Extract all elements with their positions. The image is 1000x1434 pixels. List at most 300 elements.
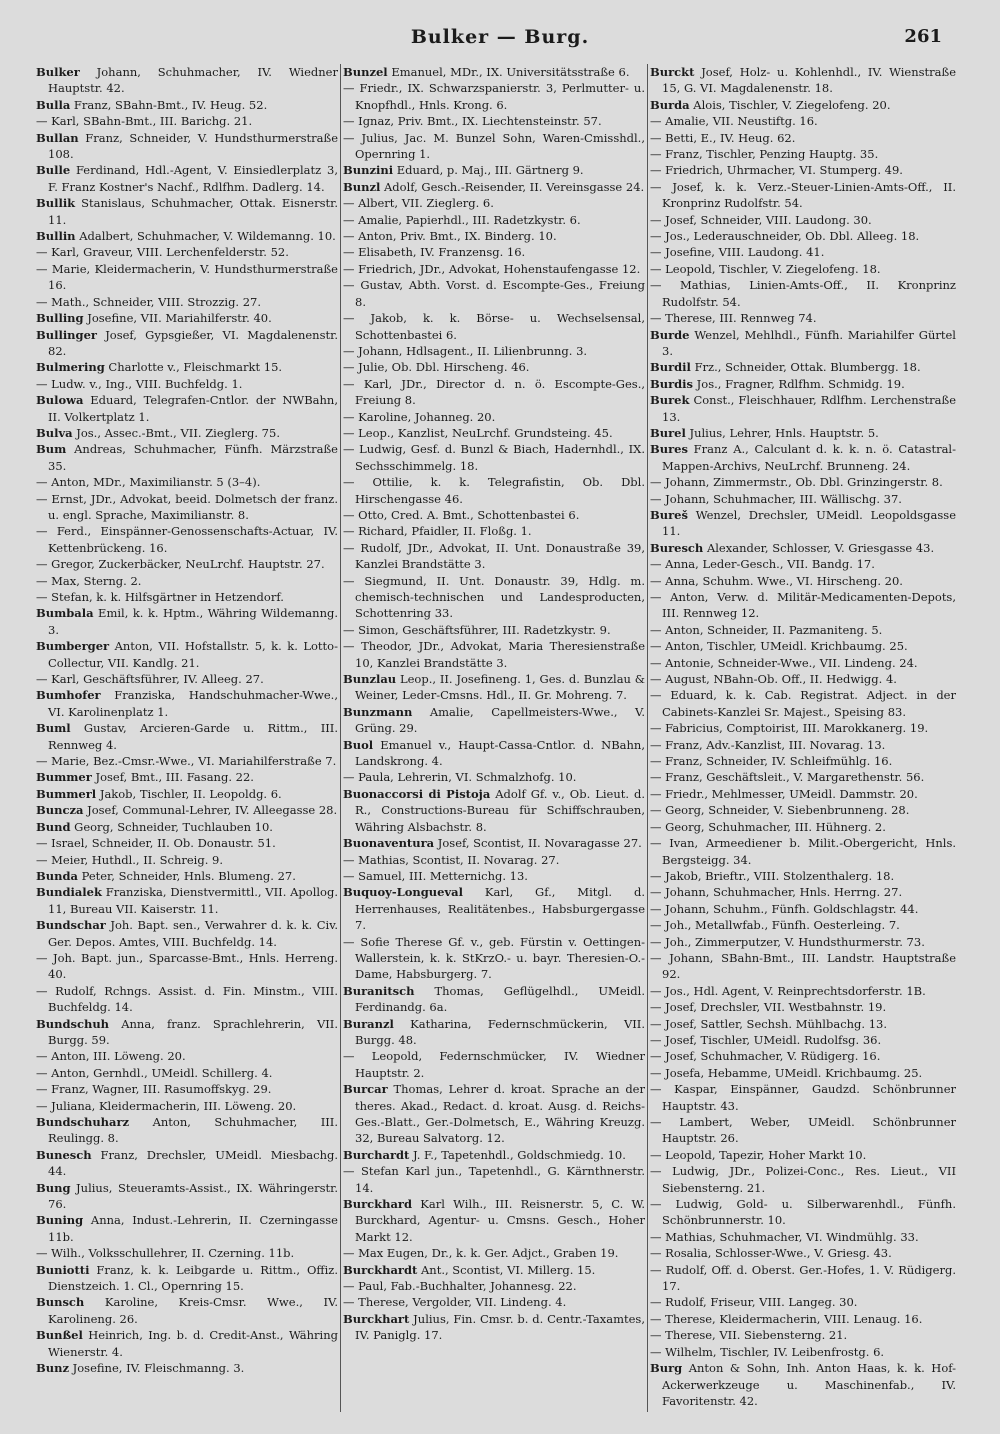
entry-text: — Wilh., Volksschullehrer, II. Czerning. 11b. — [36, 1246, 295, 1261]
entry-text: Eduard, p. Maj., III. Gärtnerg 9. — [393, 163, 584, 178]
directory-entry — [650, 244, 956, 260]
directory-entry — [650, 917, 956, 933]
directory-entry — [36, 1327, 338, 1360]
directory-entry — [650, 737, 956, 753]
entry-text: — Albert, VII. Zieglerg. 6. — [343, 196, 494, 211]
entry-text: — Rudolf, Off. d. Oberst. Ger.-Hofes, 1. V. Rüdigerg. 17. — [650, 1262, 956, 1294]
directory-entry — [343, 425, 645, 441]
entry-surname: Buonaccorsi di Pistoja — [343, 786, 491, 801]
entry-text: — Georg, Schneider, V. Siebenbrunneng. 28. — [650, 803, 910, 818]
directory-entry — [650, 1344, 956, 1360]
page-number: 261 — [904, 26, 942, 47]
column-divider — [647, 64, 648, 1412]
entry-text: — Therese, VII. Siebensterng. 21. — [650, 1328, 848, 1343]
directory-entry — [343, 704, 645, 737]
entry-surname: Bummer — [36, 770, 92, 785]
entry-text: — Otto, Cred. A. Bmt., Schottenbastei 6. — [343, 507, 580, 522]
directory-entry — [36, 376, 338, 392]
directory-entry — [650, 786, 956, 802]
directory-entry — [343, 1048, 645, 1081]
directory-entry — [650, 1147, 956, 1163]
entry-text: — Anna, Schuhm. Wwe., VI. Hirscheng. 20. — [650, 573, 903, 588]
entry-text: — Josefine, VIII. Laudong. 41. — [650, 245, 825, 260]
entry-text: — Rudolf, Friseur, VIII. Langeg. 30. — [650, 1295, 858, 1310]
entry-text: — Samuel, III. Metternichg. 13. — [343, 868, 528, 883]
directory-entry — [36, 835, 338, 851]
directory-entry — [650, 556, 956, 572]
entry-surname: Burdil — [650, 360, 691, 375]
directory-entry — [650, 1327, 956, 1343]
directory-entry — [343, 983, 645, 1016]
entry-text: Ferdinand, Hdl.-Agent, V. Einsiedlerplatz 3, F. Franz Kostner's Nachf., Rdlfhm. Dadlerg. 14. — [48, 163, 338, 194]
entry-text: — Leopold, Tischler, V. Ziegelofeng. 18. — [650, 261, 881, 276]
entry-text: — Lambert, Weber, UMeidl. Schönbrunner Hauptstr. 26. — [650, 1115, 956, 1146]
directory-entry — [650, 934, 956, 950]
directory-entry — [650, 359, 956, 375]
entry-surname: Bunda — [36, 868, 78, 883]
directory-entry — [650, 573, 956, 589]
entry-text: — Josef, Drechsler, VII. Westbahnstr. 19. — [650, 1000, 887, 1015]
directory-entry — [36, 228, 338, 244]
entry-text: — Juliana, Kleidermacherin, III. Löweng. 20. — [36, 1098, 297, 1113]
running-head: Bulker — Burg. — [410, 26, 590, 48]
entry-text: — Fabricius, Comptoirist, III. Marokkanerg. 19. — [650, 721, 929, 736]
directory-entry — [343, 409, 645, 425]
entry-text: — Rudolf, Rchngs. Assist. d. Fin. Minstm., VIII. Buchfeldg. 14. — [36, 983, 338, 1015]
entry-surname: Bumbala — [36, 606, 94, 621]
directory-entry — [36, 261, 338, 294]
directory-entry — [343, 507, 645, 523]
directory-entry — [343, 835, 645, 851]
directory-entry — [650, 769, 956, 785]
entry-surname: Bunzlau — [343, 672, 397, 687]
entry-text: Emil, k. k. Hptm., Währing Wildemanng. 3. — [48, 606, 338, 637]
entry-text: Heinrich, Ing. b. d. Credit-Anst., Währing Wienerstr. 4. — [48, 1328, 338, 1359]
directory-entry — [343, 852, 645, 868]
entry-text: Alexander, Schlosser, V. Griesgasse 43. — [703, 540, 935, 555]
entry-text: — Ludw. v., Ing., VIII. Buchfeldg. 1. — [36, 376, 243, 391]
entry-surname: Bures — [650, 442, 688, 457]
directory-entry — [650, 507, 956, 540]
entry-surname: Buranzl — [343, 1016, 394, 1031]
directory-entry — [36, 64, 338, 97]
directory-entry — [36, 97, 338, 113]
entry-text: Alois, Tischler, V. Ziegelofeng. 20. — [689, 97, 891, 112]
directory-entry — [650, 1245, 956, 1261]
entry-surname: Burckhart — [343, 1311, 410, 1326]
directory-entry — [343, 474, 645, 507]
entry-surname: Bummerl — [36, 786, 97, 801]
entry-text: Const., Fleischhauer, Rdlfhm. Lerchenstraße 13. — [662, 393, 956, 424]
directory-entry — [650, 1360, 956, 1409]
entry-surname: Bund — [36, 819, 71, 834]
entry-text: — Leopold, Federnschmücker, IV. Wiedner Hauptstr. 2. — [343, 1049, 645, 1080]
entry-text: — Wilhelm, Tischler, IV. Leibenfrostg. 6. — [650, 1344, 885, 1359]
entry-text: Stanislaus, Schuhmacher, Ottak. Eisnerstr. 11. — [48, 196, 338, 227]
entry-text: — Josefa, Hebamme, UMeidl. Krichbaumg. 25. — [650, 1065, 923, 1080]
directory-entry — [650, 327, 956, 360]
entry-text: — Max, Sterng. 2. — [36, 573, 142, 588]
directory-entry — [650, 310, 956, 326]
entry-text: — Anton, Gernhdl., UMeidl. Schillerg. 4. — [36, 1065, 273, 1080]
entry-surname: Buml — [36, 721, 71, 736]
entry-text: — Joh. Bapt. jun., Sparcasse-Bmt., Hnls. Herreng. 40. — [36, 950, 338, 982]
page-header — [0, 22, 1000, 62]
entry-text: Ant., Scontist, VI. Millerg. 15. — [417, 1262, 596, 1277]
directory-entry — [36, 605, 338, 638]
entry-surname: Bunz — [36, 1361, 69, 1376]
entry-text: — Rosalia, Schlosser-Wwe., V. Griesg. 43. — [650, 1246, 892, 1261]
entry-surname: Bunzel — [343, 65, 388, 79]
directory-entry — [36, 1245, 338, 1261]
directory-entry — [650, 901, 956, 917]
directory-entry — [343, 195, 645, 211]
entry-surname: Bunßel — [36, 1328, 83, 1343]
directory-entry — [343, 1294, 645, 1310]
entry-text: Thomas, Geflügelhdl., UMeidl. Ferdinandg. 6a. — [355, 983, 645, 1015]
entry-text: — Josef, k. k. Verz.-Steuer-Linien-Amts-Off., II. Kronprinz Rudolfstr. 54. — [650, 179, 956, 211]
directory-entry — [650, 130, 956, 146]
entry-text: — Marie, Bez.-Cmsr.-Wwe., VI. Mariahilferstraße 7. — [36, 754, 337, 769]
entry-text: — Anton, MDr., Maximilianstr. 5 (3–4). — [36, 475, 261, 490]
entry-surname: Bunesch — [36, 1147, 92, 1162]
entry-text: Franziska, Dienstvermittl., VII. Apollog. 11, Bureau VII. Kaiserstr. 11. — [48, 885, 338, 916]
directory-entry — [343, 244, 645, 260]
column-3 — [650, 64, 956, 1416]
entry-text: — Karl, Graveur, VIII. Lerchenfelderstr. 52. — [36, 245, 289, 260]
entry-text: — Ivan, Armeediener b. Milit.-Obergericht, Hnls. Bergsteigg. 34. — [650, 836, 956, 867]
entry-text: — Kaspar, Einspänner, Gaudzd. Schönbrunner Hauptstr. 43. — [650, 1082, 956, 1113]
entry-surname: Bunzl — [343, 179, 381, 194]
entry-text: — Jos., Lederauschneider, Ob. Dbl. Alleeg. 18. — [650, 229, 920, 244]
directory-entry — [343, 1262, 645, 1278]
entry-text: — Paul, Fab.-Buchhalter, Johannesg. 22. — [343, 1279, 577, 1294]
entry-text: — Anton, Priv. Bmt., IX. Binderg. 10. — [343, 229, 557, 244]
directory-entry — [650, 720, 956, 736]
directory-entry — [650, 441, 956, 474]
directory-entry — [36, 950, 338, 983]
entry-text: — Theodor, JDr., Advokat, Maria Theresienstraße 10, Kanzlei Brandstätte 3. — [343, 639, 645, 670]
entry-text: — Friedrich, Uhrmacher, VI. Stumperg. 49. — [650, 163, 903, 178]
directory-entry — [36, 819, 338, 835]
directory-entry — [343, 1245, 645, 1261]
entry-text: Karl Wilh., III. Reisnerstr. 5, C. W. Burckhard, Agentur- u. Cmsns. Gesch., Hoher Markt 12. — [355, 1197, 645, 1244]
entry-text: — Julie, Ob. Dbl. Hirscheng. 46. — [343, 360, 530, 375]
directory-entry — [343, 934, 645, 983]
entry-text: Karoline, Kreis-Cmsr. Wwe., IV. Karolineng. 26. — [48, 1295, 338, 1326]
directory-entry — [343, 884, 645, 933]
entry-text: — Sofie Therese Gf. v., geb. Fürstin v. Oettingen-Wallerstein, k. k. StKrzO.- u. bayr. Theresien-O.-Dame, Habsburgerg. 7. — [343, 934, 645, 982]
entry-text: Josef, Holz- u. Kohlenhdl., IV. Wienstraße 15, G. VI. Magdalenenstr. 18. — [662, 65, 956, 96]
entry-surname: Burchardt — [343, 1147, 410, 1162]
directory-entry — [650, 655, 956, 671]
directory-entry — [650, 802, 956, 818]
entry-surname: Bunzmann — [343, 704, 413, 719]
directory-entry — [36, 491, 338, 524]
entry-text: — Elisabeth, IV. Franzensg. 16. — [343, 245, 526, 260]
entry-text: Anton, VII. Hofstallstr. 5, k. k. Lotto-Collectur, VII. Kandlg. 21. — [48, 639, 338, 670]
entry-text: — Josef, Tischler, UMeidl. Rudolfsg. 36. — [650, 1032, 882, 1047]
entry-text: — Friedrich, JDr., Advokat, Hohenstaufengasse 12. — [343, 261, 641, 276]
directory-entry — [36, 802, 338, 818]
entry-text: — Leopold, Tapezir, Hoher Markt 10. — [650, 1147, 867, 1162]
directory-entry — [650, 950, 956, 983]
directory-entry — [343, 359, 645, 375]
entry-text: Franz, Schneider, V. Hundsthurmerstraße 108. — [48, 130, 338, 162]
directory-entry — [36, 359, 338, 375]
entry-surname: Buranitsch — [343, 983, 415, 998]
entry-surname: Bullinger — [36, 327, 97, 342]
entry-surname: Burda — [650, 97, 690, 112]
directory-entry — [36, 556, 338, 572]
entry-text: — Max Eugen, Dr., k. k. Ger. Adjct., Graben 19. — [343, 1246, 619, 1261]
directory-entry — [343, 261, 645, 277]
directory-entry — [36, 769, 338, 785]
entry-text: — Simon, Geschäftsführer, III. Radetzkystr. 9. — [343, 622, 611, 637]
entry-surname: Bundschuharz — [36, 1115, 130, 1129]
directory-entry — [36, 1147, 338, 1180]
directory-entry — [36, 392, 338, 425]
entry-text: — Ernst, JDr., Advokat, beeid. Dolmetsch der franz. u. engl. Sprache, Maximilianstr. 8. — [36, 491, 338, 522]
directory-entry — [343, 64, 645, 80]
entry-surname: Buniotti — [36, 1262, 90, 1277]
entry-text: — Ludwig, Gesf. d. Bunzl & Biach, Hadernhdl., IX. Sechsschimmelg. 18. — [343, 442, 645, 473]
directory-entry — [650, 999, 956, 1015]
entry-text: Gustav, Arcieren-Garde u. Rittm., III. Rennweg 4. — [48, 721, 338, 752]
entry-surname: Bullik — [36, 196, 76, 211]
entry-text: — Johann, Hdlsagent., II. Lilienbrunng. 3. — [343, 343, 588, 358]
entry-text: — Mathias, Linien-Amts-Off., II. Kronprinz Rudolfstr. 54. — [650, 278, 956, 309]
entry-text: — August, NBahn-Ob. Off., II. Hedwigg. 4. — [650, 672, 897, 687]
directory-entry — [650, 1081, 956, 1114]
directory-entry — [650, 622, 956, 638]
entry-text: — Friedr., IX. Schwarzspanierstr. 3, Perlmutter- u. Knopfhdl., Hnls. Krong. 6. — [343, 81, 645, 112]
directory-entry — [36, 589, 338, 605]
entry-text: Peter, Schneider, Hnls. Blumeng. 27. — [77, 868, 296, 883]
directory-entry — [343, 1081, 645, 1147]
entry-text: Georg, Schneider, Tuchlauben 10. — [70, 819, 273, 834]
directory-entry — [343, 638, 645, 671]
directory-entry — [650, 638, 956, 654]
directory-entry — [650, 1114, 956, 1147]
directory-entry — [36, 425, 338, 441]
directory-entry — [650, 425, 956, 441]
entry-text: Josefine, IV. Fleischmanng. 3. — [68, 1361, 245, 1376]
column-2 — [343, 64, 645, 1416]
directory-entry — [36, 720, 338, 753]
entry-text: Franziska, Handschuhmacher-Wwe., VI. Karolinenplatz 1. — [48, 688, 338, 719]
directory-entry — [650, 146, 956, 162]
entry-text: Anna, Indust.-Lehrerin, II. Czerningasse 11b. — [48, 1213, 338, 1244]
entry-text: — Jakob, Brieftr., VIII. Stolzenthalerg. 18. — [650, 868, 895, 883]
entry-text: Wenzel, Mehlhdl., Fünfh. Mariahilfer Gürtel 3. — [662, 327, 956, 358]
entry-text: Franz, k. k. Leibgarde u. Rittm., Offiz. Dienstzeich. 1. Cl., Opernring 15. — [48, 1262, 338, 1294]
entry-text: — Johann, SBahn-Bmt., III. Landstr. Hauptstraße 92. — [650, 950, 956, 982]
entry-text: Josefine, VII. Mariahilferstr. 40. — [83, 311, 272, 326]
entry-text: — Anton, Verw. d. Militär-Medicamenten-Depots, III. Rennweg 12. — [650, 590, 956, 621]
directory-entry — [36, 1081, 338, 1097]
directory-entry — [343, 769, 645, 785]
directory-entry — [36, 113, 338, 129]
entry-surname: Bulmering — [36, 360, 105, 375]
entry-text: Adolf Gf. v., Ob. Lieut. d. R., Constructions-Bureau für Schiffschrauben, Währing Alsbachstr. 8. — [355, 786, 645, 834]
entry-text: Julius, Steueramts-Assist., IX. Währingerstr. 76. — [48, 1180, 338, 1212]
entry-surname: Burckt — [650, 65, 695, 79]
entry-text: Anna, franz. Sprachlehrerin, VII. Burgg. 59. — [48, 1016, 338, 1047]
entry-text: — Johann, Zimmermstr., Ob. Dbl. Grinzingerstr. 8. — [650, 475, 943, 490]
entry-text: Leop., II. Josefineng. 1, Ges. d. Bunzlau & Weiner, Leder-Cmsns. Hdl., II. Gr. Mohreng. 7. — [355, 672, 645, 703]
directory-entry — [650, 1311, 956, 1327]
entry-text: — Johann, Schuhmacher, III. Wällischg. 37. — [650, 491, 902, 506]
entry-text: Julius, Lehrer, Hnls. Hauptstr. 5. — [685, 425, 879, 440]
entry-text: Charlotte v., Fleischmarkt 15. — [104, 360, 283, 375]
directory-entry — [343, 671, 645, 704]
directory-entry — [36, 1114, 338, 1147]
entry-text: — Marie, Kleidermacherin, V. Hundsthurmerstraße 16. — [36, 261, 338, 293]
directory-entry — [650, 1048, 956, 1064]
directory-entry — [36, 638, 338, 671]
entry-surname: Bung — [36, 1180, 71, 1195]
directory-entry — [36, 786, 338, 802]
directory-entry — [343, 113, 645, 129]
entry-surname: Bundschuh — [36, 1016, 110, 1031]
directory-entry — [650, 589, 956, 622]
entry-text: Emanuel v., Haupt-Cassa-Cntlor. d. NBahn, Landskrong. 4. — [355, 737, 645, 769]
entry-surname: Bureš — [650, 507, 688, 522]
directory-entry — [36, 1016, 338, 1049]
directory-entry — [343, 1278, 645, 1294]
directory-entry — [343, 343, 645, 359]
directory-entry — [343, 1016, 645, 1049]
entry-surname: Bundschar — [36, 918, 106, 933]
directory-entry — [36, 1180, 338, 1213]
entry-text: — Meier, Huthdl., II. Schreig. 9. — [36, 852, 223, 867]
entry-text: — Therese, III. Rennweg 74. — [650, 311, 817, 326]
entry-text: Franz, Drechsler, UMeidl. Miesbachg. 44. — [48, 1147, 338, 1179]
entry-text: Josef, Bmt., III. Fasang. 22. — [91, 770, 254, 785]
entry-text: Jakob, Tischler, II. Leopoldg. 6. — [96, 786, 282, 801]
directory-entry — [650, 376, 956, 392]
entry-text: Andreas, Schuhmacher, Fünfh. Märzstraße 35. — [48, 442, 338, 473]
entry-text: — Stefan Karl jun., Tapetenhdl., G. Kärnthnerstr. 14. — [343, 1164, 645, 1195]
entry-surname: Bullan — [36, 130, 79, 145]
directory-entry — [650, 687, 956, 720]
directory-entry — [36, 130, 338, 163]
directory-entry — [36, 983, 338, 1016]
entry-surname: Burcar — [343, 1082, 388, 1097]
directory-entry — [650, 1032, 956, 1048]
directory-entry — [343, 523, 645, 539]
entry-text: Emanuel, MDr., IX. Universitätsstraße 6. — [387, 65, 630, 79]
entry-text: — Leop., Kanzlist, NeuLrchf. Grundsteing. 45. — [343, 425, 613, 440]
directory-entry — [343, 1163, 645, 1196]
directory-entry — [650, 540, 956, 556]
directory-entry — [650, 64, 956, 97]
entry-text: — Johann, Schuhmacher, Hnls. Herrng. 27. — [650, 885, 903, 900]
entry-text: Josef, Communal-Lehrer, IV. Alleegasse 28. — [83, 803, 338, 818]
directory-entry — [36, 687, 338, 720]
entry-text: — Johann, Schuhm., Fünfh. Goldschlagstr. 44. — [650, 901, 919, 916]
entry-surname: Bum — [36, 442, 67, 457]
directory-entry — [650, 1065, 956, 1081]
directory-entry — [343, 228, 645, 244]
directory-entry — [343, 310, 645, 343]
entry-text: — Jos., Hdl. Agent, V. Reinprechtsdorferstr. 1B. — [650, 983, 926, 998]
entry-text: Karl, Gf., Mitgl. d. Herrenhauses, Realitätenbes., Habsburgergasse 7. — [355, 885, 645, 933]
entry-text: — Gustav, Abth. Vorst. d. Escompte-Ges., Freiung 8. — [343, 278, 645, 309]
directory-entry — [343, 622, 645, 638]
directory-entry — [650, 1262, 956, 1295]
entry-text: — Karl, JDr., Director d. n. ö. Escompte-Ges., Freiung 8. — [343, 376, 645, 408]
entry-text: — Friedr., Mehlmesser, UMeidl. Dammstr. 20. — [650, 786, 918, 801]
entry-text: Josef, Scontist, II. Novaragasse 27. — [434, 836, 642, 851]
entry-text: — Mathias, Scontist, II. Novarag. 27. — [343, 852, 560, 867]
directory-entry — [650, 868, 956, 884]
entry-text: — Paula, Lehrerin, VI. Schmalzhofg. 10. — [343, 770, 577, 785]
directory-entry — [650, 392, 956, 425]
directory-entry — [650, 671, 956, 687]
directory-entry — [36, 884, 338, 917]
directory-entry — [650, 261, 956, 277]
directory-entry — [36, 310, 338, 326]
entry-surname: Bunsch — [36, 1295, 85, 1310]
directory-entry — [36, 573, 338, 589]
directory-entry — [36, 162, 338, 195]
directory-entry — [343, 1147, 645, 1163]
directory-entry — [650, 819, 956, 835]
entry-text: Franz, SBahn-Bmt., IV. Heug. 52. — [70, 97, 268, 112]
entry-text: — Karoline, Johanneg. 20. — [343, 409, 496, 424]
entry-text: — Anna, Leder-Gesch., VII. Bandg. 17. — [650, 557, 875, 572]
directory-entry — [36, 753, 338, 769]
entry-text: — Jakob, k. k. Börse- u. Wechselsensal, Schottenbastei 6. — [343, 311, 645, 342]
directory-entry — [36, 327, 338, 360]
entry-surname: Bullin — [36, 229, 76, 244]
directory-entry — [650, 228, 956, 244]
column-1 — [36, 64, 338, 1416]
directory-entry — [36, 868, 338, 884]
entry-text: — Franz, Schneider, IV. Schleifmühlg. 16. — [650, 754, 893, 769]
entry-text: Joh. Bapt. sen., Verwahrer d. k. k. Civ. Ger. Depos. Amtes, VIII. Buchfeldg. 14. — [48, 918, 338, 949]
entry-text: — Betti, E., IV. Heug. 62. — [650, 130, 796, 145]
entry-text: — Karl, SBahn-Bmt., III. Barichg. 21. — [36, 114, 253, 129]
entry-text: — Rudolf, JDr., Advokat, II. Unt. Donaustraße 39, Kanzlei Brandstätte 3. — [343, 540, 645, 572]
entry-text: — Josef, Schuhmacher, V. Rüdigerg. 16. — [650, 1049, 881, 1064]
directory-entry — [36, 474, 338, 490]
directory-entry — [343, 441, 645, 474]
entry-surname: Burde — [650, 327, 690, 342]
directory-entry — [36, 244, 338, 260]
entry-text: — Israel, Schneider, II. Ob. Donaustr. 51. — [36, 836, 276, 851]
directory-entry — [650, 1016, 956, 1032]
entry-text: Wenzel, Drechsler, UMeidl. Leopoldsgasse 11. — [662, 507, 956, 539]
entry-text: — Joh., Metallwfab., Fünfh. Oesterleing. 7. — [650, 918, 900, 933]
directory-entry — [343, 80, 645, 113]
directory-entry — [650, 1196, 956, 1229]
entry-surname: Bunzini — [343, 163, 394, 178]
entry-surname: Bulla — [36, 97, 71, 112]
entry-surname: Burek — [650, 393, 690, 408]
entry-text: — Julius, Jac. M. Bunzel Sohn, Waren-Cmisshdl., Opernring 1. — [343, 130, 645, 162]
entry-text: Anton, Schuhmacher, III. Reulingg. 8. — [48, 1115, 338, 1146]
directory-entry — [36, 294, 338, 310]
entry-surname: Buning — [36, 1213, 84, 1228]
directory-entry — [343, 540, 645, 573]
entry-text: — Richard, Pfaidler, II. Floßg. 1. — [343, 524, 532, 539]
directory-entry — [36, 917, 338, 950]
entry-text: — Franz, Adv.-Kanzlist, III. Novarag. 13. — [650, 737, 886, 752]
entry-text: — Josef, Sattler, Sechsh. Mühlbachg. 13. — [650, 1016, 888, 1031]
